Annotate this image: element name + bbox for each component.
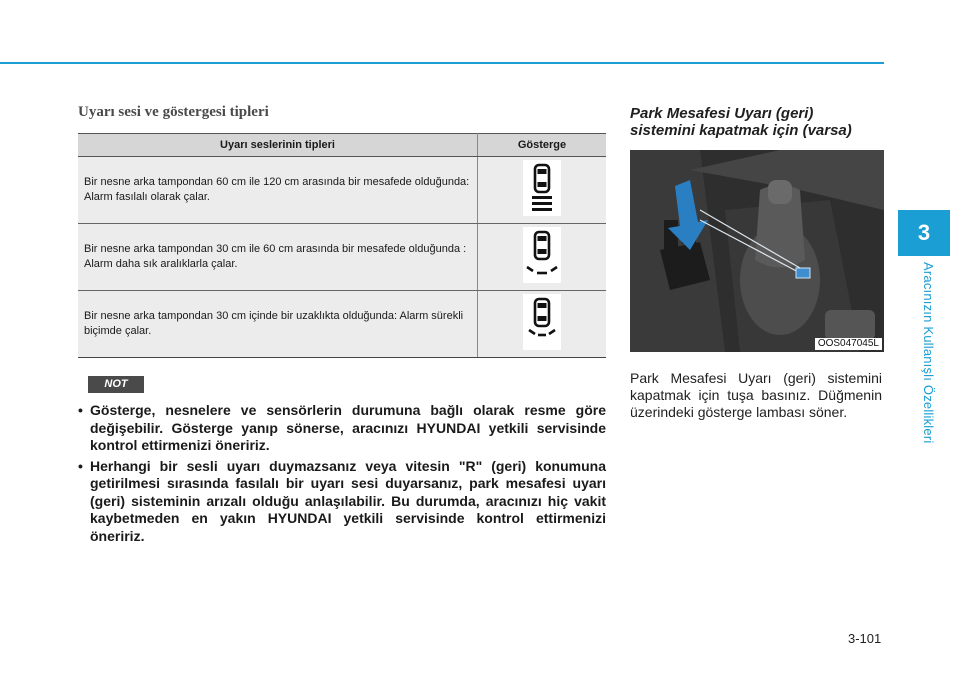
top-rule [0,62,884,64]
table-cell-description: Bir nesne arka tampondan 30 cm içinde bir uzaklıkta olduğunda: Alarm sürekli biçimde çalar. [78,291,478,358]
chapter-title: Aracınızın Kullanışlı Özellikleri [921,262,936,444]
chapter-number-tab: 3 [898,210,950,256]
right-section-title-line-2: sistemini kapatmak için (varsa) [630,122,852,139]
section-title: Uyarı sesi ve göstergesi tipleri [78,104,269,120]
table-cell-description: Bir nesne arka tampondan 30 cm ile 60 cm arasında bir mesafede olduğunda : Alarm daha sık aralıklarla çalar. [78,224,478,291]
table-row [78,291,606,358]
distance-indicator-level-1-icon [523,160,561,216]
table-row [78,224,606,291]
table-cell-description: Bir nesne arka tampondan 60 cm ile 120 cm arasında bir mesafede olduğunda: Alarm fasılalı olarak çalar. [78,157,478,224]
warning-sound-table [78,133,606,358]
photo-code-label: OOS047045L [815,338,882,350]
table-row [78,157,606,224]
right-section-title-line-1: Park Mesafesi Uyarı (geri) [630,105,814,122]
right-section-title [630,105,890,139]
note-text: Herhangi bir sesli uyarı duymazsanız veya vitesin "R" (geri) konumuna getirilmesi sırasında fasılalı bir uyarı sesi duyarsanız, park mesafesi uyarı (geri) sisteminin arızalı olduğu anlaşılabilir. Bu durumda, aracınızı hiç vakit kaybetmeden en yakın HYUNDAI yetkili servisinde kontrol ettirmenizi öneririz. [90,457,606,544]
note-item [78,458,606,546]
right-body-text: Park Mesafesi Uyarı (geri) sistemini kapatmak için tuşa basınız. Düğmenin üzerindeki gösterge lambası söner. [630,370,882,420]
bullet-marker: • [78,402,83,418]
note-badge: NOT [88,376,144,393]
note-item [78,402,606,455]
note-text: Gösterge, nesnelere ve sensörlerin durumuna bağlı olarak resme göre değişebilir. Gösterge yanıp sönerse, aracınızı HYUNDAI yetkili servisinde kontrol ettirmenizi öneririz. [90,402,606,453]
table-cell-indicator [478,224,607,291]
table-cell-indicator [478,157,607,224]
table-header-indicator: Gösterge [478,134,607,157]
table-header-sound-types: Uyarı seslerinin tipleri [78,134,478,157]
table-cell-indicator [478,291,607,358]
note-list [78,402,606,548]
page-number: 3-101 [848,631,882,646]
bullet-marker: • [78,457,83,474]
distance-indicator-level-3-icon [523,294,561,350]
table-header-row [78,134,606,157]
console-photo-illustration [630,150,884,352]
distance-indicator-level-2-icon [523,227,561,283]
console-photo [630,150,884,352]
